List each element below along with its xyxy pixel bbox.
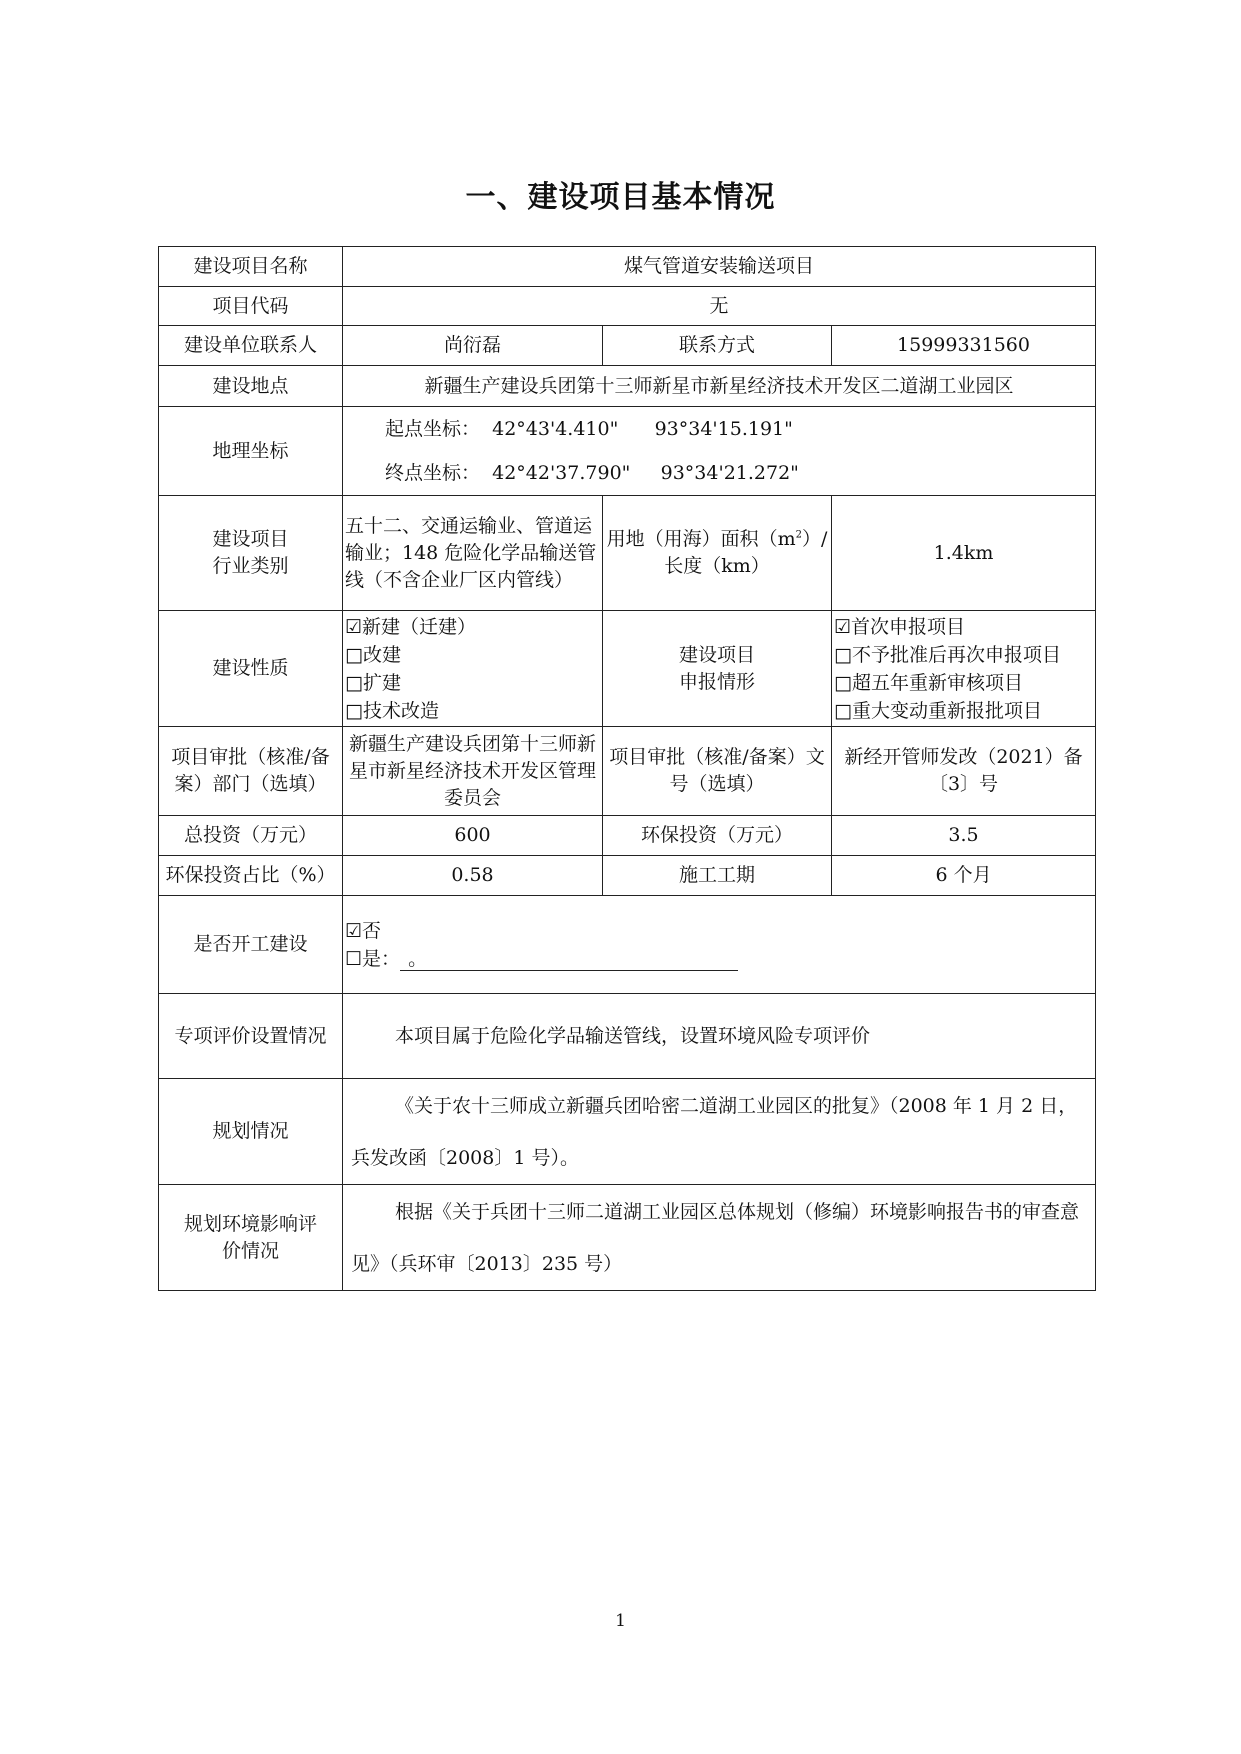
checkbox-checked-icon: ☑	[834, 615, 852, 638]
contact-value: 尚衍磊	[343, 326, 603, 366]
row-coordinates	[159, 407, 1096, 496]
planning-cell	[343, 1079, 1096, 1185]
period-label: 施工工期	[603, 856, 832, 896]
row-special-evaluation	[159, 994, 1096, 1079]
planning-env-cell	[343, 1185, 1096, 1291]
area-label-sup: 2	[795, 529, 802, 541]
coordinates-label: 地理坐标	[159, 407, 343, 496]
started-label: 是否开工建设	[159, 896, 343, 994]
page-number: 1	[615, 1611, 626, 1631]
location-label: 建设地点	[159, 366, 343, 407]
investment-label: 总投资（万元）	[159, 816, 343, 856]
row-location	[159, 366, 1096, 407]
end-coordinate	[345, 451, 1093, 495]
industry-value: 五十二、交通运输业、管道运输业；148 危险化学品输送管线（不含企业厂区内管线）	[343, 496, 603, 611]
row-planning-env	[159, 1185, 1096, 1291]
report-label	[603, 611, 832, 727]
env-investment-label: 环保投资（万元）	[603, 816, 832, 856]
started-yes-label: 是：	[362, 947, 401, 970]
investment-value: 600	[343, 816, 603, 856]
nature-option[interactable]	[345, 697, 600, 725]
nature-option-label: 技术改造	[362, 699, 439, 722]
project-name-label: 建设项目名称	[159, 247, 343, 287]
end-latitude: 42°42'37.790"	[492, 462, 631, 484]
nature-option-label: 扩建	[362, 671, 401, 694]
start-coordinate	[345, 407, 1093, 451]
nature-option[interactable]	[345, 669, 600, 697]
area-label-a: 用地（用海）面积（m	[606, 528, 796, 550]
checkbox-icon: □	[834, 671, 852, 694]
start-longitude: 93°34'15.191"	[654, 418, 793, 440]
report-option-label: 不予批准后再次申报项目	[851, 643, 1061, 666]
row-project-name	[159, 247, 1096, 287]
report-option-label: 首次申报项目	[851, 615, 966, 638]
location-value: 新疆生产建设兵团第十三师新星市新星经济技术开发区二道湖工业园区	[343, 366, 1096, 407]
checkbox-icon: □	[345, 671, 363, 694]
planning-label: 规划情况	[159, 1079, 343, 1185]
row-planning	[159, 1079, 1096, 1185]
special-cell	[343, 994, 1096, 1079]
report-option-label: 超五年重新审核项目	[851, 671, 1023, 694]
row-ratio	[159, 856, 1096, 896]
checkbox-icon: □	[345, 643, 363, 666]
report-label-line2: 申报情形	[678, 670, 755, 693]
nature-label: 建设性质	[159, 611, 343, 727]
row-contact	[159, 326, 1096, 366]
nature-option-label: 新建（迁建）	[362, 615, 477, 638]
approval-dept-value: 新疆生产建设兵团第十三师新星市新星经济技术开发区管理委员会	[343, 727, 603, 816]
project-info-table	[158, 246, 1096, 1291]
nature-options	[343, 611, 603, 727]
industry-label-line1: 建设项目	[212, 528, 289, 550]
report-options	[832, 611, 1096, 727]
end-coordinate-label: 终点坐标：	[385, 462, 481, 484]
area-label-b: ）/长度（km）	[664, 528, 828, 577]
project-code-label: 项目代码	[159, 287, 343, 326]
row-approval	[159, 727, 1096, 816]
planning-env-label: 规划环境影响评价情况	[159, 1185, 343, 1291]
nature-option-label: 改建	[362, 643, 401, 666]
project-code-value: 无	[343, 287, 1096, 326]
started-yes-option[interactable]	[345, 945, 1093, 973]
started-options	[343, 896, 1096, 994]
ratio-value: 0.58	[343, 856, 603, 896]
planning-value: 《关于农十三师成立新疆兵团哈密二道湖工业园区的批复》（2008 年 1 月 2 日，兵发改函〔2008〕1 号）。	[351, 1094, 1078, 1169]
row-nature	[159, 611, 1096, 727]
coordinates-value	[343, 407, 1096, 496]
contact-label: 建设单位联系人	[159, 326, 343, 366]
end-longitude: 93°34'21.272"	[660, 462, 799, 484]
report-label-line1: 建设项目	[678, 643, 755, 666]
nature-option[interactable]	[345, 613, 600, 641]
checkbox-checked-icon: ☑	[345, 919, 363, 942]
nature-option[interactable]	[345, 641, 600, 669]
approval-doc-value: 新经开管师发改（2021）备〔3〕号	[832, 727, 1096, 816]
area-value: 1.4km	[832, 496, 1096, 611]
report-option[interactable]	[834, 613, 1093, 641]
industry-label-line2: 行业类别	[212, 555, 289, 577]
checkbox-icon: ☐	[345, 947, 363, 970]
report-option[interactable]	[834, 669, 1093, 697]
checkbox-checked-icon: ☑	[345, 615, 363, 638]
phone-label: 联系方式	[603, 326, 832, 366]
report-option-label: 重大变动重新报批项目	[851, 699, 1042, 722]
approval-dept-label: 项目审批（核准/备案）部门（选填）	[159, 727, 343, 816]
area-label	[603, 496, 832, 611]
planning-env-value: 根据《关于兵团十三师二道湖工业园区总体规划（修编）环境影响报告书的审查意见》（兵环审〔2013〕235 号）	[351, 1200, 1080, 1275]
approval-doc-label: 项目审批（核准/备案）文号（选填）	[603, 727, 832, 816]
project-name-value: 煤气管道安装输送项目	[343, 247, 1096, 287]
started-no-option[interactable]	[345, 917, 1093, 945]
industry-label	[159, 496, 343, 611]
row-project-code	[159, 287, 1096, 326]
special-value: 本项目属于危险化学品输送管线，设置环境风险专项评价	[395, 1025, 871, 1047]
row-industry	[159, 496, 1096, 611]
page-title: 一、建设项目基本情况	[465, 180, 776, 215]
checkbox-icon: □	[834, 699, 852, 722]
env-investment-value: 3.5	[832, 816, 1096, 856]
phone-value: 15999331560	[832, 326, 1096, 366]
period-value: 6 个月	[832, 856, 1096, 896]
report-option[interactable]	[834, 641, 1093, 669]
row-investment	[159, 816, 1096, 856]
started-no-label: 否	[362, 919, 382, 942]
ratio-label: 环保投资占比（%）	[159, 856, 343, 896]
row-started	[159, 896, 1096, 994]
checkbox-icon: □	[834, 643, 852, 666]
special-label: 专项评价设置情况	[159, 994, 343, 1079]
checkbox-icon: □	[345, 699, 363, 722]
report-option[interactable]	[834, 697, 1093, 725]
start-coordinate-label: 起点坐标：	[385, 418, 481, 440]
start-latitude: 42°43'4.410"	[492, 418, 619, 440]
started-yes-field[interactable]: 。	[400, 948, 738, 971]
